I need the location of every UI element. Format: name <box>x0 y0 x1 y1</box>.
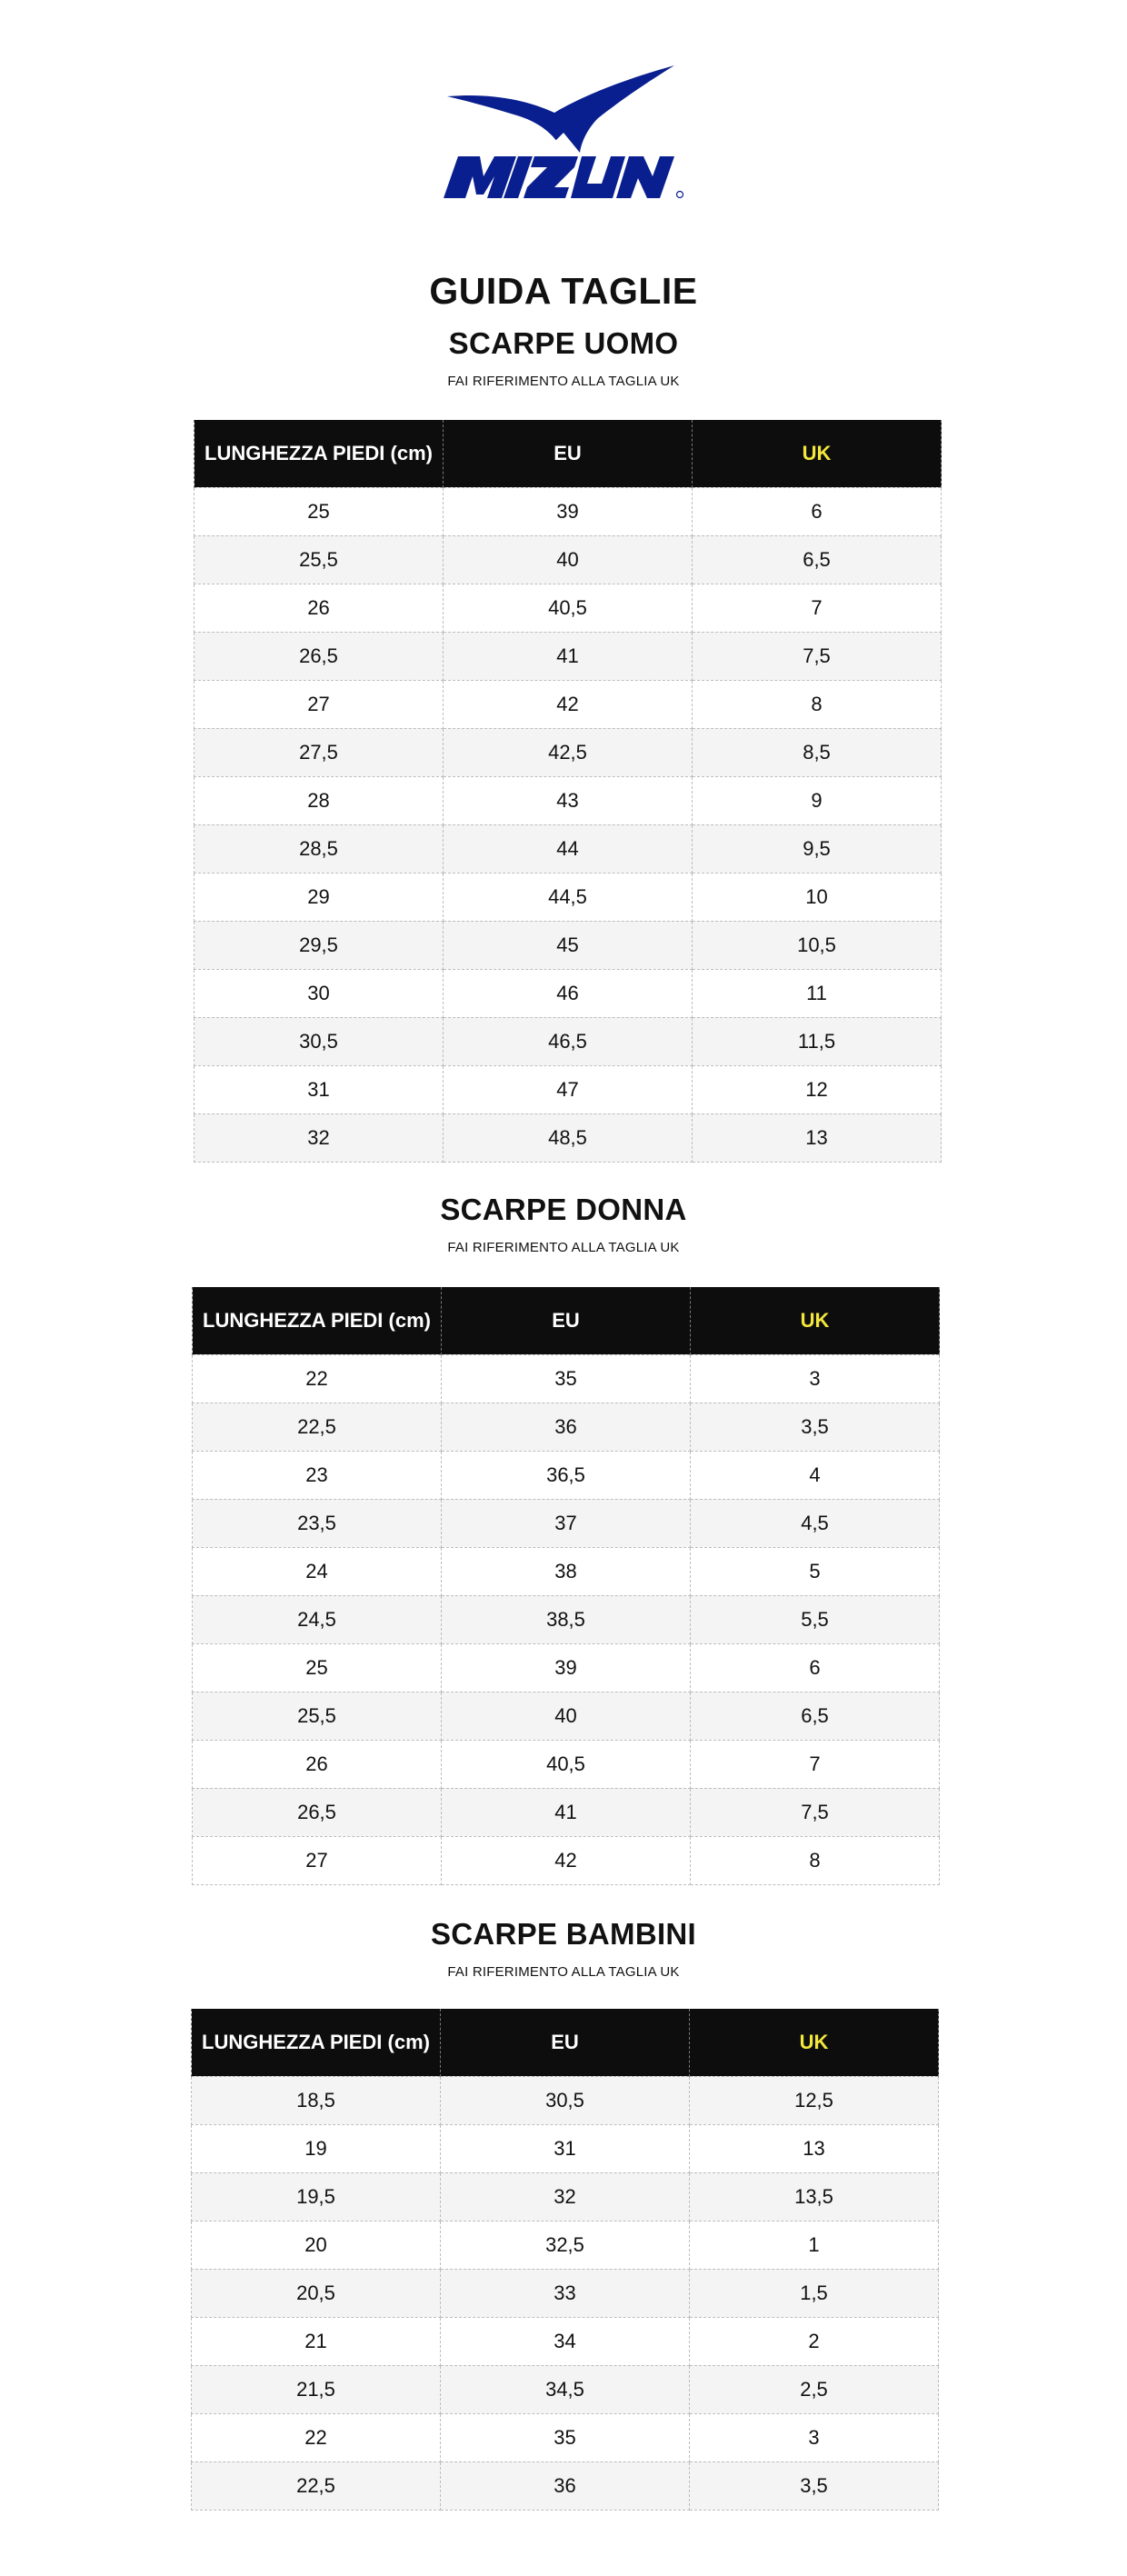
cell-eu: 41 <box>442 1788 691 1836</box>
cell-uk: 11,5 <box>693 1017 942 1065</box>
table-row <box>192 2365 939 2413</box>
cell-eu: 46,5 <box>444 1017 693 1065</box>
cell-uk: 9 <box>693 776 942 824</box>
cell-uk: 1,5 <box>690 2269 939 2317</box>
size-table-donna <box>192 1287 940 1885</box>
table-row <box>193 1740 940 1788</box>
table-row <box>194 873 942 921</box>
table-row <box>194 680 942 728</box>
cell-uk: 7 <box>693 584 942 632</box>
cell-foot-length: 20,5 <box>192 2269 441 2317</box>
cell-uk: 7,5 <box>691 1788 940 1836</box>
table-row <box>194 584 942 632</box>
cell-foot-length: 26 <box>194 584 444 632</box>
cell-uk: 12,5 <box>690 2076 939 2124</box>
cell-eu: 40 <box>442 1692 691 1740</box>
cell-uk: 4 <box>691 1451 940 1499</box>
cell-uk: 3 <box>691 1354 940 1403</box>
cell-foot-length: 31 <box>194 1065 444 1113</box>
cell-foot-length: 28,5 <box>194 824 444 873</box>
table-row <box>194 1017 942 1065</box>
size-table-uomo <box>194 420 942 1163</box>
cell-foot-length: 30,5 <box>194 1017 444 1065</box>
cell-eu: 44 <box>444 824 693 873</box>
header-uk: UK <box>690 2009 939 2076</box>
cell-foot-length: 32 <box>194 1113 444 1162</box>
cell-eu: 35 <box>441 2413 690 2461</box>
header-uk: UK <box>691 1287 940 1354</box>
cell-uk: 1 <box>690 2221 939 2269</box>
cell-foot-length: 21,5 <box>192 2365 441 2413</box>
cell-foot-length: 28 <box>194 776 444 824</box>
cell-foot-length: 25 <box>194 487 444 535</box>
cell-eu: 44,5 <box>444 873 693 921</box>
cell-eu: 33 <box>441 2269 690 2317</box>
size-table-bambini <box>191 2009 939 2511</box>
cell-foot-length: 27,5 <box>194 728 444 776</box>
cell-eu: 34,5 <box>441 2365 690 2413</box>
cell-eu: 42 <box>444 680 693 728</box>
table-row <box>193 1692 940 1740</box>
cell-uk: 5 <box>691 1547 940 1595</box>
cell-foot-length: 26 <box>193 1740 442 1788</box>
cell-eu: 36,5 <box>442 1451 691 1499</box>
table-row <box>192 2413 939 2461</box>
cell-foot-length: 23,5 <box>193 1499 442 1547</box>
cell-eu: 37 <box>442 1499 691 1547</box>
cell-foot-length: 29 <box>194 873 444 921</box>
table-row <box>192 2221 939 2269</box>
cell-eu: 31 <box>441 2124 690 2172</box>
cell-foot-length: 26,5 <box>193 1788 442 1836</box>
cell-uk: 6 <box>693 487 942 535</box>
cell-foot-length: 22,5 <box>192 2461 441 2510</box>
cell-uk: 3,5 <box>690 2461 939 2510</box>
table-row <box>192 2269 939 2317</box>
cell-uk: 3,5 <box>691 1403 940 1451</box>
header-uk: UK <box>693 420 942 487</box>
table-row <box>192 2461 939 2510</box>
cell-uk: 9,5 <box>693 824 942 873</box>
cell-eu: 41 <box>444 632 693 680</box>
table-row <box>192 2317 939 2365</box>
table-row <box>194 824 942 873</box>
header-eu: EU <box>444 420 693 487</box>
cell-foot-length: 26,5 <box>194 632 444 680</box>
cell-foot-length: 29,5 <box>194 921 444 969</box>
cell-eu: 38 <box>442 1547 691 1595</box>
cell-eu: 34 <box>441 2317 690 2365</box>
cell-eu: 45 <box>444 921 693 969</box>
section-note-bambini: FAI RIFERIMENTO ALLA TAGLIA UK <box>447 1964 680 1980</box>
table-row <box>194 1113 942 1162</box>
table-header-row <box>193 1287 940 1354</box>
header-eu: EU <box>441 2009 690 2076</box>
cell-uk: 12 <box>693 1065 942 1113</box>
cell-foot-length: 25,5 <box>193 1692 442 1740</box>
cell-foot-length: 22,5 <box>193 1403 442 1451</box>
cell-uk: 11 <box>693 969 942 1017</box>
cell-eu: 46 <box>444 969 693 1017</box>
table-row <box>193 1595 940 1643</box>
table-row <box>193 1643 940 1692</box>
cell-eu: 48,5 <box>444 1113 693 1162</box>
section-note-donna: FAI RIFERIMENTO ALLA TAGLIA UK <box>447 1240 680 1255</box>
table-row <box>194 632 942 680</box>
table-row <box>194 1065 942 1113</box>
cell-eu: 39 <box>444 487 693 535</box>
mizuno-logo <box>436 62 691 207</box>
cell-eu: 42,5 <box>444 728 693 776</box>
cell-foot-length: 22 <box>192 2413 441 2461</box>
section-note-uomo: FAI RIFERIMENTO ALLA TAGLIA UK <box>447 374 680 389</box>
cell-foot-length: 20 <box>192 2221 441 2269</box>
table-row <box>193 1451 940 1499</box>
header-foot-length: LUNGHEZZA PIEDI (cm) <box>193 1287 442 1354</box>
table-row <box>193 1403 940 1451</box>
cell-uk: 6,5 <box>691 1692 940 1740</box>
header-eu: EU <box>442 1287 691 1354</box>
cell-eu: 36 <box>441 2461 690 2510</box>
table-row <box>194 487 942 535</box>
cell-eu: 35 <box>442 1354 691 1403</box>
table-row <box>194 969 942 1017</box>
mizuno-runbird-icon <box>436 62 691 207</box>
cell-foot-length: 27 <box>193 1836 442 1884</box>
cell-foot-length: 27 <box>194 680 444 728</box>
cell-foot-length: 24,5 <box>193 1595 442 1643</box>
cell-foot-length: 18,5 <box>192 2076 441 2124</box>
cell-foot-length: 22 <box>193 1354 442 1403</box>
cell-uk: 7,5 <box>693 632 942 680</box>
cell-foot-length: 24 <box>193 1547 442 1595</box>
cell-foot-length: 19,5 <box>192 2172 441 2221</box>
cell-eu: 32 <box>441 2172 690 2221</box>
table-header-row <box>194 420 942 487</box>
table-row <box>194 728 942 776</box>
cell-uk: 2 <box>690 2317 939 2365</box>
cell-foot-length: 21 <box>192 2317 441 2365</box>
cell-uk: 3 <box>690 2413 939 2461</box>
table-row <box>192 2124 939 2172</box>
table-row <box>194 921 942 969</box>
table-row <box>193 1354 940 1403</box>
table-row <box>193 1547 940 1595</box>
cell-uk: 2,5 <box>690 2365 939 2413</box>
cell-eu: 42 <box>442 1836 691 1884</box>
cell-foot-length: 25 <box>193 1643 442 1692</box>
cell-uk: 13,5 <box>690 2172 939 2221</box>
table-row <box>193 1836 940 1884</box>
cell-eu: 30,5 <box>441 2076 690 2124</box>
cell-uk: 13 <box>690 2124 939 2172</box>
cell-foot-length: 25,5 <box>194 535 444 584</box>
table-row <box>192 2172 939 2221</box>
cell-uk: 4,5 <box>691 1499 940 1547</box>
table-row <box>193 1499 940 1547</box>
cell-eu: 40,5 <box>444 584 693 632</box>
table-header-row <box>192 2009 939 2076</box>
cell-uk: 7 <box>691 1740 940 1788</box>
cell-eu: 39 <box>442 1643 691 1692</box>
table-row <box>194 776 942 824</box>
cell-eu: 47 <box>444 1065 693 1113</box>
cell-eu: 38,5 <box>442 1595 691 1643</box>
cell-eu: 43 <box>444 776 693 824</box>
cell-uk: 8,5 <box>693 728 942 776</box>
cell-uk: 8 <box>691 1836 940 1884</box>
cell-foot-length: 23 <box>193 1451 442 1499</box>
table-row <box>192 2076 939 2124</box>
cell-uk: 10,5 <box>693 921 942 969</box>
cell-foot-length: 30 <box>194 969 444 1017</box>
table-row <box>194 535 942 584</box>
table-row <box>193 1788 940 1836</box>
cell-uk: 8 <box>693 680 942 728</box>
cell-uk: 6 <box>691 1643 940 1692</box>
cell-eu: 32,5 <box>441 2221 690 2269</box>
cell-uk: 6,5 <box>693 535 942 584</box>
cell-uk: 10 <box>693 873 942 921</box>
cell-uk: 5,5 <box>691 1595 940 1643</box>
page-title: GUIDA TAGLIE <box>429 270 698 312</box>
section-title-uomo: SCARPE UOMO <box>448 326 679 360</box>
cell-eu: 36 <box>442 1403 691 1451</box>
header-foot-length: LUNGHEZZA PIEDI (cm) <box>192 2009 441 2076</box>
section-title-donna: SCARPE DONNA <box>440 1193 687 1226</box>
cell-uk: 13 <box>693 1113 942 1162</box>
cell-eu: 40,5 <box>442 1740 691 1788</box>
section-title-bambini: SCARPE BAMBINI <box>430 1917 697 1951</box>
cell-eu: 40 <box>444 535 693 584</box>
header-foot-length: LUNGHEZZA PIEDI (cm) <box>194 420 444 487</box>
cell-foot-length: 19 <box>192 2124 441 2172</box>
